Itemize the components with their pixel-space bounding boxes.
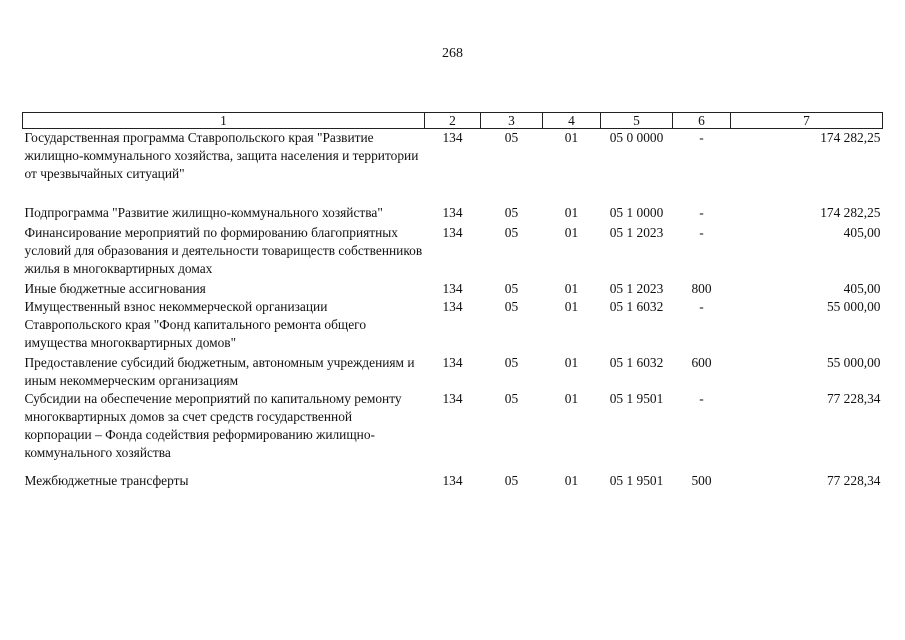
column-header-4: 4: [543, 113, 601, 129]
row-col-3: 05: [504, 225, 519, 240]
row-col-2: 134: [442, 130, 463, 145]
table-row: [23, 354, 883, 390]
row-col-4: 01: [564, 391, 579, 406]
row-name: Финансирование мероприятий по формированию благоприятных условий для образования и деятельности товариществ собственников жилья в многоквартирных домах: [24, 225, 423, 276]
row-col-6: -: [699, 225, 704, 240]
row-col-7: 174 282,25: [820, 205, 881, 220]
row-col-7: 405,00: [843, 225, 881, 240]
row-name: Межбюджетные трансферты: [24, 473, 189, 488]
row-col-2: 134: [442, 473, 463, 488]
column-header-7: 7: [731, 113, 883, 129]
row-col-3: 05: [504, 299, 519, 314]
row-col-7: 77 228,34: [826, 391, 881, 406]
row-col-6: -: [699, 299, 704, 314]
row-col-6: -: [699, 130, 704, 145]
row-col-5: 05 1 6032: [609, 355, 664, 370]
row-col-2: 134: [442, 355, 463, 370]
column-header-1: 1: [23, 113, 425, 129]
row-col-6: 800: [691, 281, 712, 296]
row-col-4: 01: [564, 299, 579, 314]
row-col-5: 05 1 0000: [609, 205, 664, 220]
row-col-4: 01: [564, 225, 579, 240]
row-col-3: 05: [504, 205, 519, 220]
table-row: [23, 129, 883, 205]
row-col-4: 01: [564, 473, 579, 488]
row-col-3: 05: [504, 473, 519, 488]
row-col-6: -: [699, 205, 704, 220]
column-header-5: 5: [601, 113, 673, 129]
row-col-3: 05: [504, 355, 519, 370]
row-name: Имущественный взнос некоммерческой организации Ставропольского края "Фонд капитального ремонта общего имущества многоквартирных домов": [24, 299, 367, 350]
column-header-3: 3: [481, 113, 543, 129]
row-col-4: 01: [564, 355, 579, 370]
row-col-6: -: [699, 391, 704, 406]
row-col-2: 134: [442, 391, 463, 406]
row-name: Подпрограмма "Развитие жилищно-коммунального хозяйства": [24, 205, 383, 220]
budget-table: [22, 112, 883, 490]
row-col-5: 05 0 0000: [609, 130, 664, 145]
table-row: [23, 204, 883, 224]
row-col-7: 55 000,00: [826, 299, 881, 314]
row-name: Субсидии на обеспечение мероприятий по капитальному ремонту многоквартирных домов за счет средств государственной корпорации – Фонда содействия реформированию жилищно-коммунального хозяйства: [24, 391, 402, 460]
header-row: [23, 113, 883, 129]
column-header-2: 2: [425, 113, 481, 129]
table-row: [23, 298, 883, 354]
row-col-6: 600: [691, 355, 712, 370]
row-col-7: 55 000,00: [826, 355, 881, 370]
page-number: 268: [442, 46, 463, 61]
row-col-2: 134: [442, 281, 463, 296]
row-col-4: 01: [564, 130, 579, 145]
row-col-4: 01: [564, 205, 579, 220]
row-name: Государственная программа Ставропольского края "Развитие жилищно-коммунального хозяйства, защита населения и территории от чрезвычайных ситуаций": [24, 130, 419, 181]
row-name: Иные бюджетные ассигнования: [24, 281, 206, 296]
row-col-3: 05: [504, 281, 519, 296]
row-col-3: 05: [504, 130, 519, 145]
table-row: [23, 224, 883, 280]
row-col-5: 05 1 2023: [609, 225, 664, 240]
row-col-7: 405,00: [843, 281, 881, 296]
table-row: [23, 390, 883, 472]
row-col-2: 134: [442, 299, 463, 314]
row-name: Предоставление субсидий бюджетным, автономным учреждениям и иным некоммерческим организациям: [24, 355, 415, 388]
row-col-7: 77 228,34: [826, 473, 881, 488]
row-col-5: 05 1 9501: [609, 473, 664, 488]
row-col-2: 134: [442, 225, 463, 240]
row-col-3: 05: [504, 391, 519, 406]
row-col-6: 500: [691, 473, 712, 488]
row-col-4: 01: [564, 281, 579, 296]
table-row: [23, 280, 883, 298]
row-col-2: 134: [442, 205, 463, 220]
row-col-7: 174 282,25: [820, 130, 881, 145]
row-col-5: 05 1 2023: [609, 281, 664, 296]
row-col-5: 05 1 9501: [609, 391, 664, 406]
column-header-6: 6: [673, 113, 731, 129]
table-row: [23, 472, 883, 490]
row-col-5: 05 1 6032: [609, 299, 664, 314]
